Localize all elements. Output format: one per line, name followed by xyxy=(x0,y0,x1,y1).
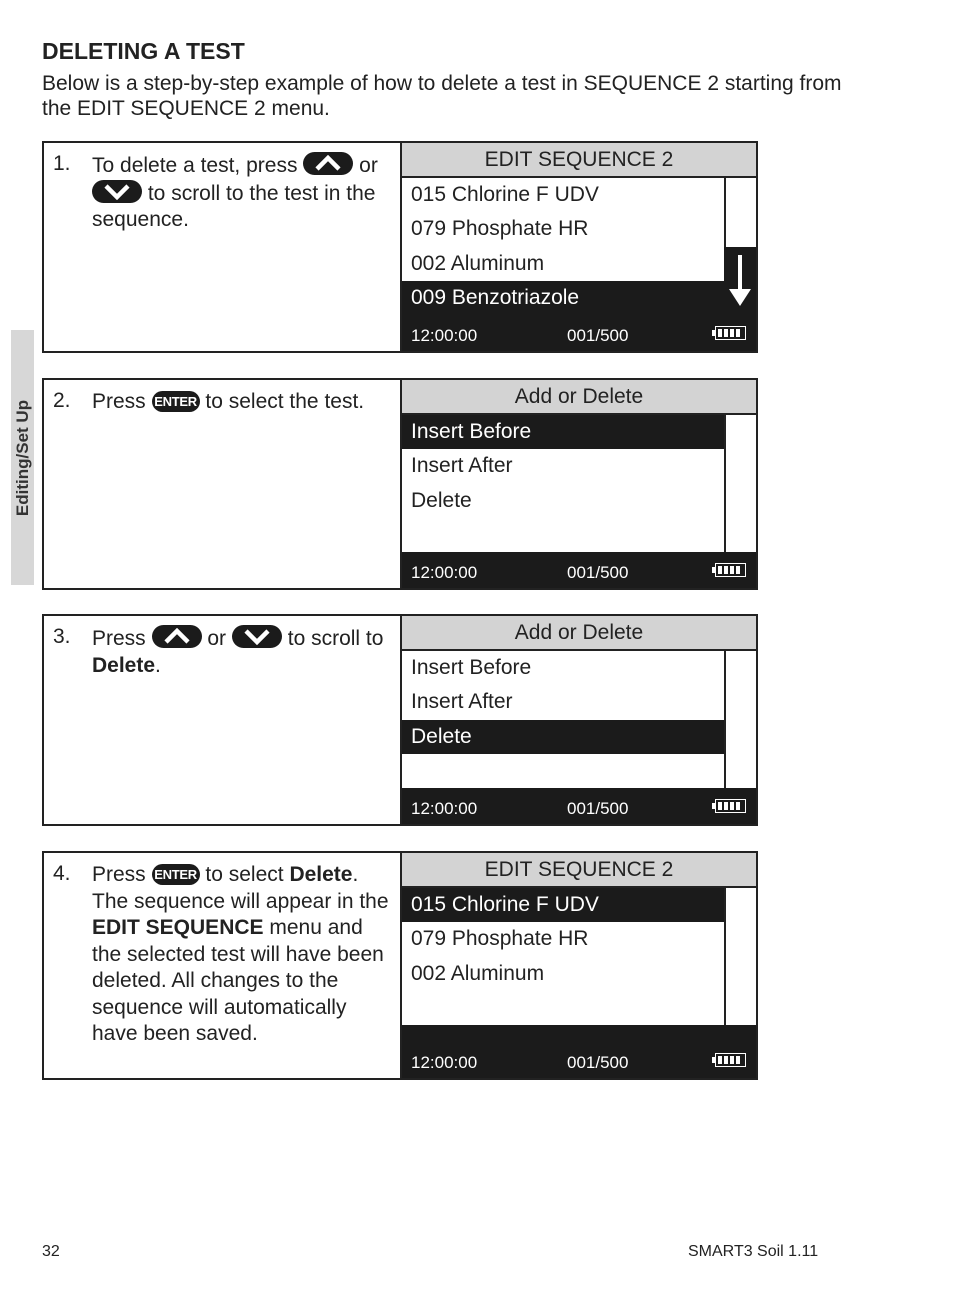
down-arrow-button-icon xyxy=(232,625,282,648)
screen-menu-list xyxy=(402,178,726,315)
status-bar xyxy=(402,788,756,824)
test-counter: 001/500 xyxy=(567,799,629,818)
menu-item: 002 Aluminum xyxy=(411,251,545,275)
menu-item: Delete xyxy=(411,488,472,512)
test-counter: 001/500 xyxy=(567,563,629,582)
document-title: SMART3 Soil 1.11 xyxy=(688,1243,819,1260)
text-run: menu and the selected test will have been deleted. All changes to the sequence will automatically have been saved. xyxy=(92,916,384,1045)
up-arrow-button-icon xyxy=(152,625,202,648)
scrollbar xyxy=(724,888,756,1025)
screen-menu-list xyxy=(402,651,726,788)
text-run: to select the test. xyxy=(205,390,365,413)
step-number: 2. xyxy=(53,389,71,412)
clock-readout: 12:00:00 xyxy=(411,1053,478,1072)
down-arrow-icon xyxy=(728,255,752,307)
clock-readout: 12:00:00 xyxy=(411,799,478,818)
battery-icon xyxy=(712,799,746,813)
bold-term: EDIT SEQUENCE xyxy=(92,916,264,939)
step-4-box xyxy=(42,851,758,1080)
menu-item: 015 Chlorine F UDV xyxy=(411,183,599,206)
test-counter: 001/500 xyxy=(567,326,629,345)
text-run: . xyxy=(155,653,161,677)
menu-item: 079 Phosphate HR xyxy=(411,217,589,241)
step-description xyxy=(92,389,392,416)
status-bar xyxy=(402,552,756,588)
step-description xyxy=(92,625,392,679)
screen-title: Add or Delete xyxy=(402,616,756,651)
menu-item: Insert After xyxy=(411,454,513,478)
page-heading: DELETING A TEST xyxy=(42,38,245,64)
up-arrow-button-icon xyxy=(303,152,353,175)
screen-title: EDIT SEQUENCE 2 xyxy=(402,853,756,888)
enter-button-icon: ENTER xyxy=(152,864,200,885)
intro-paragraph: Below is a step-by-step example of how to delete a test in SEQUENCE 2 starting from the EDIT SEQUENCE 2 menu. xyxy=(42,72,842,120)
screen-menu-list xyxy=(402,415,726,552)
step-2-box xyxy=(42,378,758,590)
status-bar xyxy=(402,1025,756,1078)
step-2-text xyxy=(44,380,400,588)
clock-readout: 12:00:00 xyxy=(411,563,478,582)
bold-term: Delete xyxy=(92,653,156,677)
step-4-text xyxy=(44,853,400,1078)
screen-menu-list xyxy=(402,888,726,1025)
section-side-tab-label: Editing/Set Up xyxy=(12,399,32,516)
text-run: to scroll to xyxy=(287,627,384,650)
menu-item-selected: 009 Benzotriazole xyxy=(402,281,726,315)
scrollbar-thumb xyxy=(724,247,756,315)
screen-title: EDIT SEQUENCE 2 xyxy=(402,143,756,178)
device-screen xyxy=(400,853,756,1078)
section-side-tab xyxy=(11,330,34,585)
text-run: or xyxy=(359,154,378,177)
step-3-box xyxy=(42,614,758,826)
device-screen xyxy=(400,380,756,588)
menu-item: 002 Aluminum xyxy=(411,961,545,985)
enter-button-icon: ENTER xyxy=(152,391,200,412)
battery-icon xyxy=(712,563,746,577)
text-run: or xyxy=(207,627,227,650)
text-run: . The sequence will appear in the xyxy=(92,863,389,913)
test-counter: 001/500 xyxy=(567,1053,629,1072)
text-run: Press xyxy=(92,863,146,886)
text-run: To delete a test, press xyxy=(92,154,298,177)
status-bar xyxy=(402,315,756,351)
menu-item-selected: Insert Before xyxy=(402,415,726,449)
down-arrow-button-icon xyxy=(92,180,142,203)
step-number: 3. xyxy=(53,625,71,648)
menu-item-selected: 015 Chlorine F UDV xyxy=(402,888,726,922)
scrollbar xyxy=(724,415,756,552)
bold-term: Delete xyxy=(289,863,353,886)
text-run: Press xyxy=(92,627,146,650)
step-1-text xyxy=(44,143,400,351)
clock-readout: 12:00:00 xyxy=(411,326,478,345)
text-run: to scroll to the test in the sequence. xyxy=(92,181,376,231)
text-run: Press xyxy=(92,390,146,413)
screen-title: Add or Delete xyxy=(402,380,756,415)
menu-item: Insert After xyxy=(411,690,513,714)
page-number: 32 xyxy=(42,1243,60,1260)
text-run: to select xyxy=(205,863,284,886)
menu-item-selected: Delete xyxy=(402,720,726,754)
step-number: 4. xyxy=(53,862,71,885)
menu-item: Insert Before xyxy=(411,656,532,679)
battery-icon xyxy=(712,326,746,340)
scrollbar xyxy=(724,178,756,315)
battery-icon xyxy=(712,1053,746,1067)
step-1-box xyxy=(42,141,758,353)
menu-item: 079 Phosphate HR xyxy=(411,927,589,951)
step-number: 1. xyxy=(53,152,71,175)
scrollbar xyxy=(724,651,756,788)
step-description xyxy=(92,152,392,234)
device-screen xyxy=(400,143,756,351)
step-description xyxy=(92,862,392,1048)
step-3-text xyxy=(44,616,400,824)
device-screen xyxy=(400,616,756,824)
